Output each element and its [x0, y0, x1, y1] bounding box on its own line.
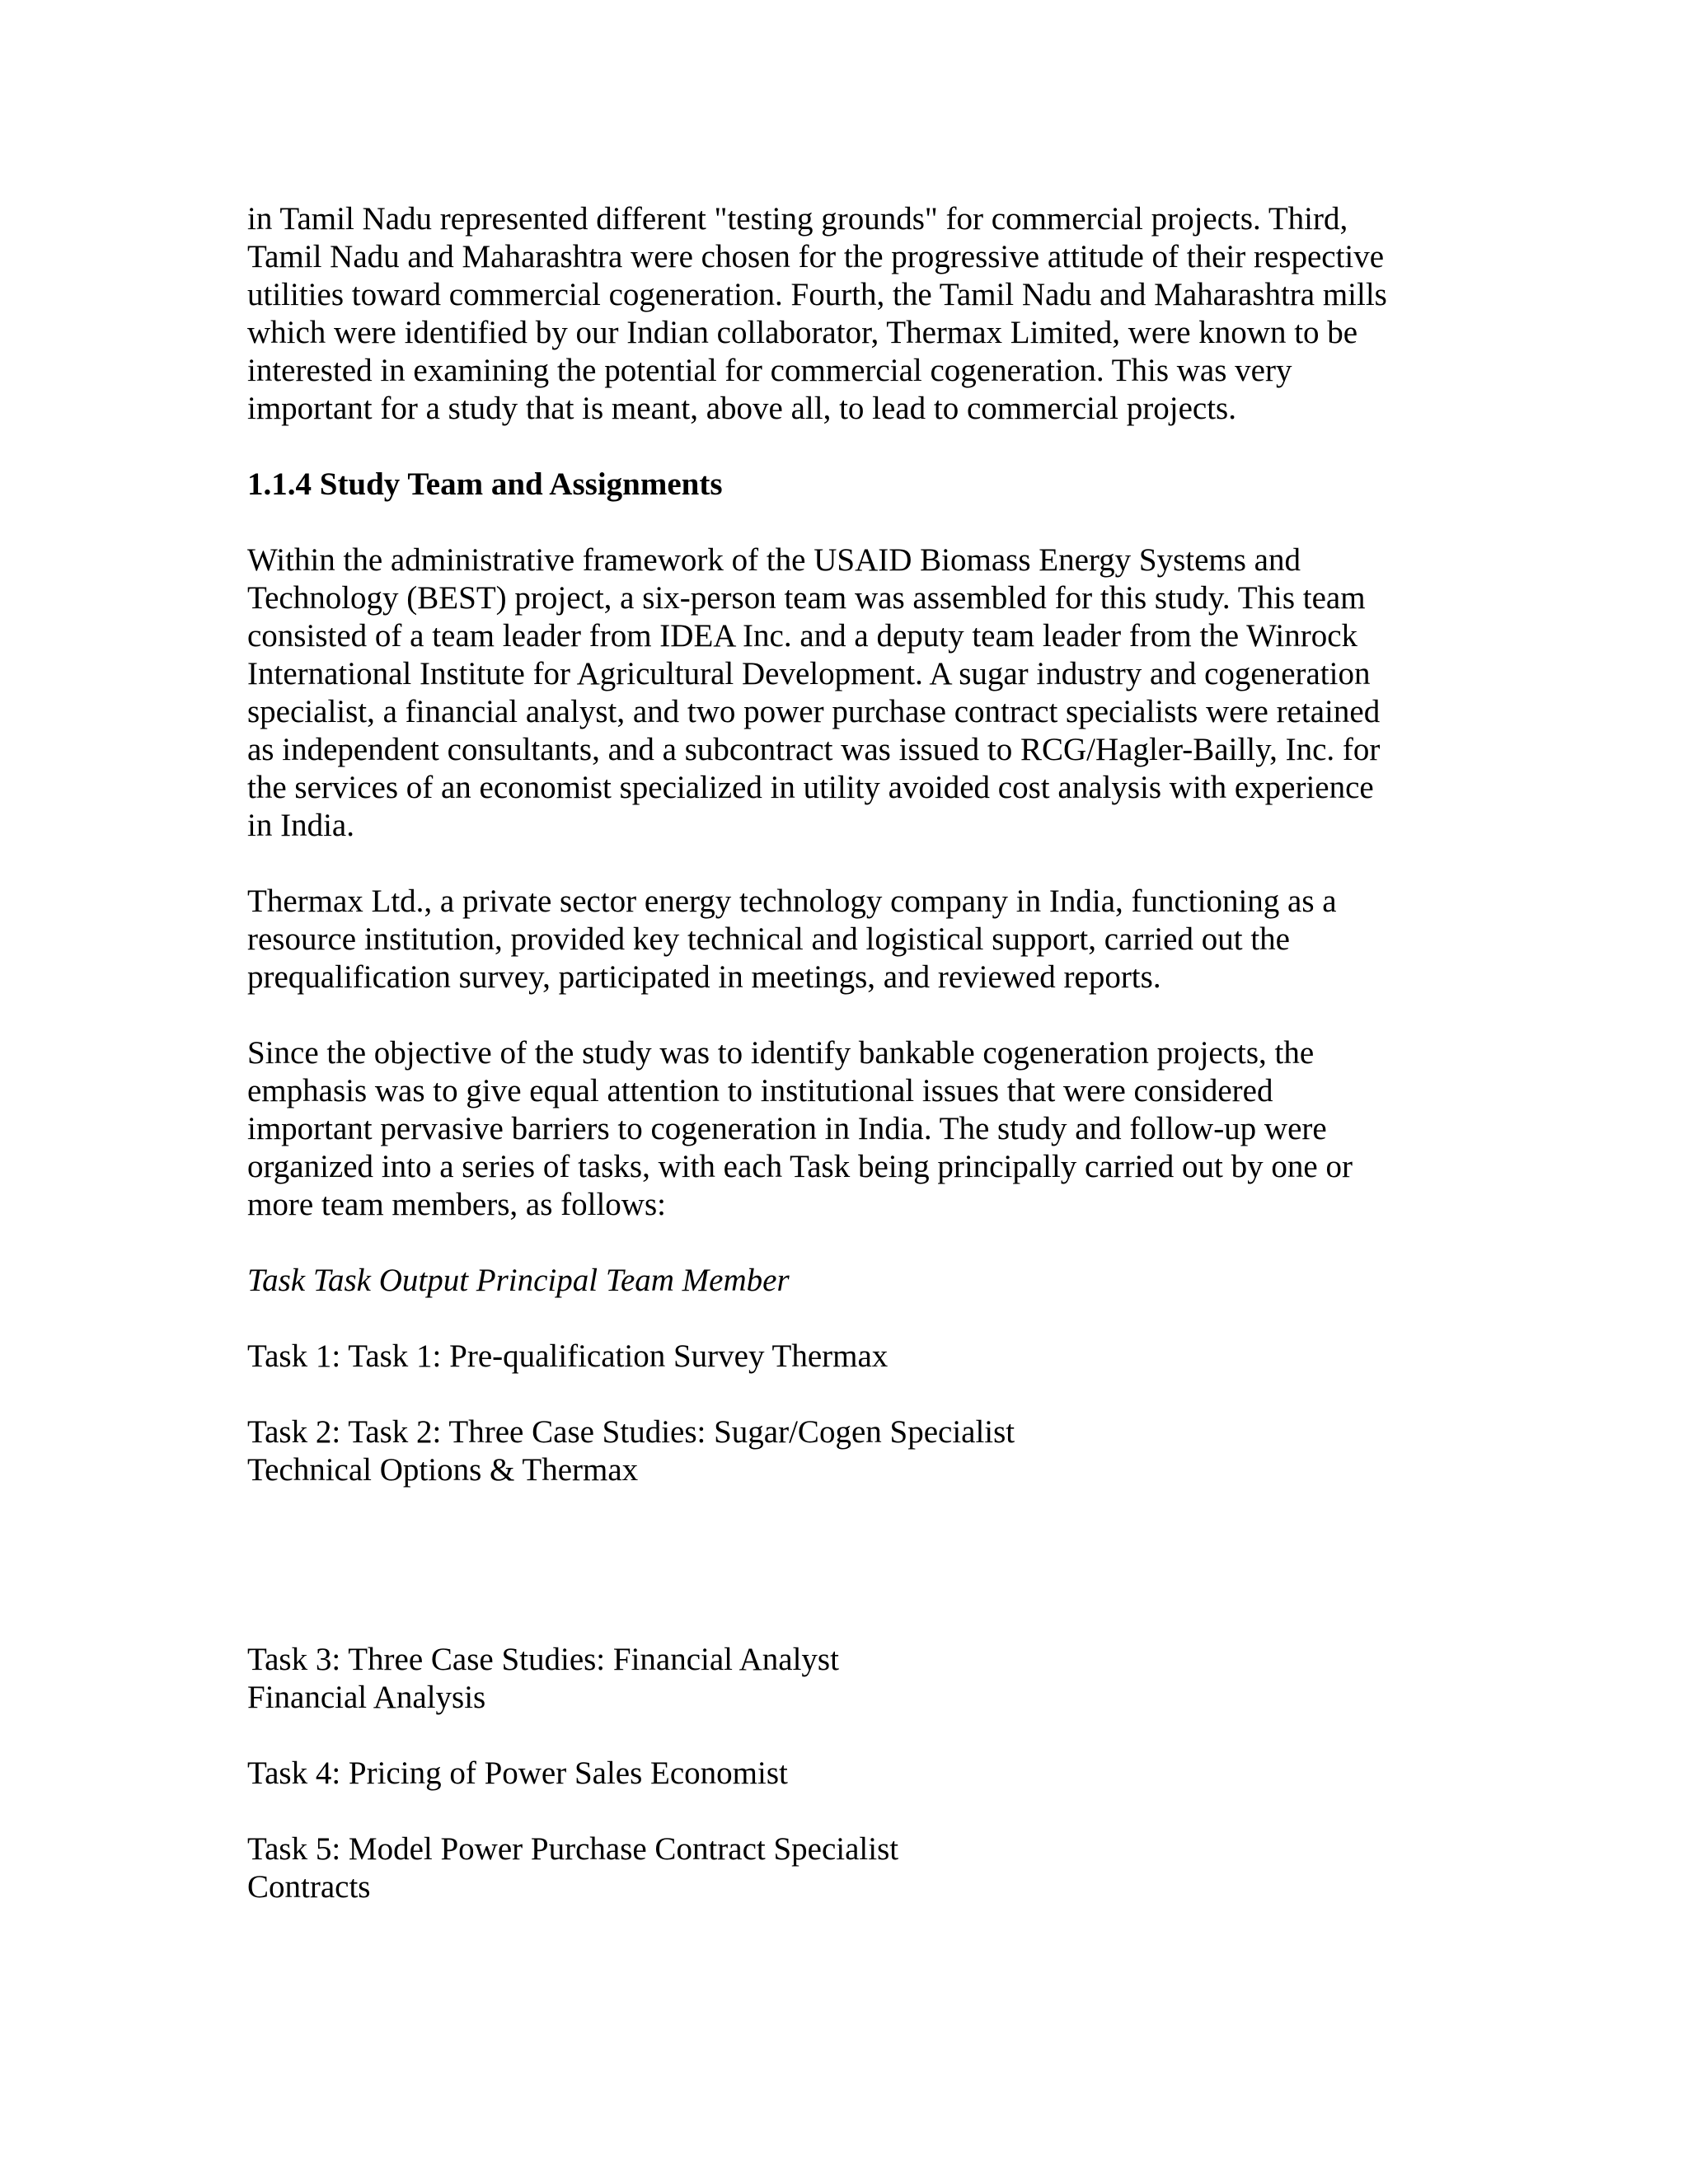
- paragraph-thermax: [247, 883, 1442, 996]
- text-line: Task 2: Task 2: Three Case Studies: Sugar/Cogen Specialist: [247, 1414, 1015, 1450]
- paragraph-team: [247, 541, 1442, 845]
- text-line: Financial Analysis: [247, 1680, 486, 1715]
- text-line: the services of an economist specialized in utility avoided cost analysis with experience: [247, 770, 1374, 805]
- task-3-entry: [247, 1641, 1442, 1717]
- task-4-entry: [247, 1755, 1442, 1793]
- text-line: Technical Options & Thermax: [247, 1452, 639, 1488]
- text-line: Since the objective of the study was to identify bankable cogeneration projects, the: [247, 1035, 1315, 1071]
- text-line: which were identified by our Indian collaborator, Thermax Limited, were known to be: [247, 315, 1358, 350]
- text-line: utilities toward commercial cogeneration. Fourth, the Tamil Nadu and Maharashtra mills: [247, 277, 1387, 312]
- text-line: Task 5: Model Power Purchase Contract Specialist: [247, 1831, 899, 1867]
- text-line: important for a study that is meant, above all, to lead to commercial projects.: [247, 391, 1236, 426]
- paragraph-intro: [247, 200, 1442, 428]
- text-line: Task 3: Three Case Studies: Financial Analyst: [247, 1642, 839, 1677]
- text-line: in India.: [247, 808, 354, 843]
- task-table-header: Task Task Output Principal Team Member: [247, 1263, 790, 1298]
- text-line: Thermax Ltd., a private sector energy technology company in India, functioning as a: [247, 883, 1337, 919]
- text-line: Task 1: Task 1: Pre-qualification Survey Thermax: [247, 1338, 889, 1374]
- text-line: International Institute for Agricultural Development. A sugar industry and cogeneration: [247, 656, 1371, 691]
- section-heading: 1.1.4 Study Team and Assignments: [247, 466, 723, 502]
- text-line: Contracts: [247, 1869, 371, 1905]
- text-line: interested in examining the potential for commercial cogeneration. This was very: [247, 353, 1292, 388]
- text-line: consisted of a team leader from IDEA Inc. and a deputy team leader from the Winrock: [247, 618, 1358, 654]
- text-line: in Tamil Nadu represented different "testing grounds" for commercial projects. Third,: [247, 201, 1348, 237]
- text-line: organized into a series of tasks, with each Task being principally carried out by one or: [247, 1149, 1353, 1184]
- text-line: important pervasive barriers to cogeneration in India. The study and follow-up were: [247, 1111, 1327, 1146]
- text-line: Task 4: Pricing of Power Sales Economist: [247, 1755, 788, 1791]
- text-line: resource institution, provided key technical and logistical support, carried out the: [247, 921, 1290, 957]
- text-line: Technology (BEST) project, a six-person team was assembled for this study. This team: [247, 580, 1366, 616]
- text-line: more team members, as follows:: [247, 1187, 666, 1222]
- text-line: prequalification survey, participated in meetings, and reviewed reports.: [247, 959, 1161, 995]
- text-line: emphasis was to give equal attention to institutional issues that were considered: [247, 1073, 1273, 1108]
- text-line: as independent consultants, and a subcontract was issued to RCG/Hagler-Bailly, Inc. for: [247, 732, 1381, 767]
- text-line: Within the administrative framework of the USAID Biomass Energy Systems and: [247, 542, 1301, 578]
- task-2-entry: [247, 1413, 1442, 1489]
- text-line: Tamil Nadu and Maharashtra were chosen for the progressive attitude of their respective: [247, 239, 1385, 274]
- task-1-entry: [247, 1338, 1442, 1376]
- document-body: [247, 200, 1442, 1906]
- paragraph-objective: [247, 1034, 1442, 1224]
- task-5-entry: [247, 1830, 1442, 1906]
- text-line: specialist, a financial analyst, and two power purchase contract specialists were retained: [247, 694, 1381, 729]
